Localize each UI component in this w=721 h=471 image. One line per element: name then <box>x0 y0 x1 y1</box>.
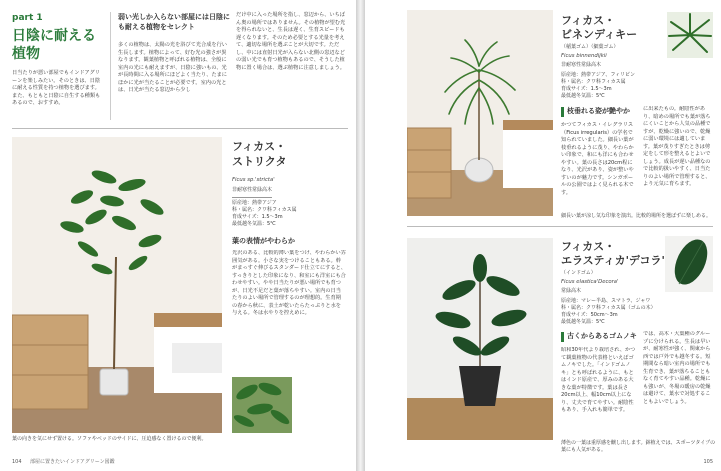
plant2-type: 常緑高木 <box>561 288 582 294</box>
photo-caption: 葉の向きを気にせず置ける。ソファやベッドのサイドに、圧迫感なく置けるので便利。 <box>12 436 207 442</box>
plant2-latin-name: Ficus elastica'Decora' <box>561 279 619 285</box>
book-gutter <box>356 0 365 471</box>
plant-title-line1: フィカス・ <box>232 140 287 153</box>
plant1-spec-size: 育成サイズ：1.5〜3m <box>561 86 612 92</box>
chapter-title-line1: 日陰に耐える <box>12 28 96 44</box>
section-divider <box>12 128 348 129</box>
plant1-caption: 細長い葉が涼し気な印象を演出。比較的場所を選ばずに楽しめる。 <box>561 213 712 219</box>
plant2-body-col1: 昭和30年代より栽培され、かつて観葉植物の代表格といえばゴムノキでした。「インドゴムノキ」とも呼ばれるように、もとはインド原産で、厚みのある大きな葉が特徴です。葉は長さ20cm以上、幅10cm以上になり、丈夫で育てやすい。耐陰性もあり、手入れも簡単です。 <box>561 347 636 414</box>
running-title: 部屋に置きたいインドアグリーン図鑑 <box>30 459 115 465</box>
plant-latin-name: Ficus sp.'stricta' <box>232 177 275 183</box>
heading-accent-bar-2 <box>561 332 564 342</box>
room-illustration <box>12 137 222 433</box>
heading-accent-bar <box>561 107 564 117</box>
left-page <box>0 0 356 471</box>
spec-size: 育成サイズ：1.5〜3m <box>232 214 283 220</box>
page-number-right: 105 <box>703 459 713 465</box>
plant2-spec-temp: 最低越冬気温：5℃ <box>561 319 605 325</box>
ficus-binnendijkii-room-photo <box>407 10 553 216</box>
page-number-left: 104 <box>12 459 22 465</box>
leaf-closeup-photo <box>232 377 292 433</box>
column-body-2: だけ中に入った場所を指し、窓辺から、いちばん奥の場所ではありません。その植物が望む光を得られないと、生長は遅く、生育スピードも遅くなります。そのため必要とする光量を考えて、適切な場所を選ぶことが大切です。ただし、中には直射日光が入らない北側の窓辺などの弱い光でも育つ植物もあるので、そうした植物に置く場合は、選ぶ植物に注意しましょう。 <box>236 12 346 71</box>
plant2-title-line2: エラスティカ'デコラ' <box>561 254 665 267</box>
ficus-elastica-decora-photo <box>407 238 553 440</box>
spec-origin: 原産地：熱帯アジア <box>232 200 277 206</box>
ficus-stricta-room-photo <box>12 137 222 433</box>
room-illustration-2 <box>407 10 553 216</box>
column-body: 多くの植物は、太陽の光を浴びて光合成を行い生長します。植物によって、好む光の強さが異なります。観葉植物と呼ばれる植物は、全般に室内の光にも耐えますが、日陰に強いもの、光が長時間に入る場所にほどよく当たり、たまにほかに光が当たることが必要です。室内の光とは、日光が当たる窓辺から少し <box>118 42 227 94</box>
plant1-spec-origin: 原産地：熱帯アジア、フィリピン <box>561 72 636 78</box>
plant2-spec-size: 育成サイズ：50cm〜3m <box>561 312 618 318</box>
rubber-plant-illustration <box>407 238 553 440</box>
plant2-spec-family: 科・属名：クワ科フィカス属（ゴムの木） <box>561 305 656 311</box>
right-page <box>365 0 721 471</box>
plant1-body-col2: に出来たもの。耐陰性があり、暗めの場所でも葉が落ちにくいことから人気の品種ですが、乾燥に強いので、乾燥に弱い環境には適しています。葉が茂りすぎたときは剪定をして形を整えるとよいでしょう。成長が遅い品種なので比較的扱いやすく、日当たりのよい場所で管理すると、より元気に育ちます。 <box>643 106 711 188</box>
plant1-title-line2: ビネンディキー <box>561 28 638 41</box>
plant1-type: 非耐寒性常緑高木 <box>561 62 602 68</box>
spec-temp: 最低越冬気温：5℃ <box>232 221 276 227</box>
leaf-illustration-2 <box>667 12 713 58</box>
plant2-feature-heading: 古くからあるゴムノキ <box>567 332 637 340</box>
plant2-caption: 薄色の一葉は重厚感を醸し出します。鉢植えでは、スポーツタイプの葉にも人気がある。 <box>561 440 716 454</box>
rubber-leaf-photo <box>665 236 713 292</box>
column-divider <box>110 12 111 120</box>
leaf-closeup-illustration <box>232 377 292 433</box>
spec-family: 科・属名：クワ科フィカス属 <box>232 207 297 213</box>
column-heading: 弱い光しか入らない部屋には日陰にも耐える植物をセレクト <box>118 13 230 32</box>
rubber-leaf-illustration <box>665 236 713 292</box>
plant-feature-heading: 葉の表情がやわらか <box>232 237 295 245</box>
chapter-title-line2: 植物 <box>12 46 40 62</box>
plant2-body-col2: では、高木・大葉種のグループに分けられる。生長は早いが、耐寒性が強く、関東から西では戸外でも越冬する。短期間なら暗い室内の場所でも生育でき、葉が落ちることもなく育てやすい品種。乾燥にも強いが、冬場の暖房の乾燥は避けて、葉水で対処することもよいでしょう。 <box>643 331 711 405</box>
plant1-title-line1: フィカス・ <box>561 14 616 27</box>
spec-divider <box>232 197 272 198</box>
plant1-body-col1: かつてフィカス・イレグラリス（Ficus irregularis）の学名で知られていました。細長い葉が枝垂れるように茂り、やわらかい印象で、和にも洋にも合わせやすい。葉の長さは20cm程になり、光沢があり、姿が整いやすいのが魅力です。シンガポールの公園ではよく見られる木です。 <box>561 122 634 196</box>
plant1-feature-heading: 枝垂れる姿が艶やか <box>567 107 630 115</box>
plant-type: 非耐寒性常緑高木 <box>232 187 273 193</box>
section-divider-right <box>407 226 713 227</box>
plant-title-line2: ストリクタ <box>232 155 287 168</box>
plant1-spec-temp: 最低越冬気温：5℃ <box>561 93 605 99</box>
part-label: part 1 <box>12 13 43 23</box>
plant2-title-line1: フィカス・ <box>561 240 616 253</box>
intro-text: 日当たりが悪い部屋でもインドアグリーンを楽しみたい。そのときは、日陰に耐える性質を持つ植物を選びます。また、もともと日陰に自生する種類もあるので、おすすめ。 <box>12 70 101 107</box>
plant-feature-body: 光沢のある、比較的薄い葉をつけ、やわらかい雰囲気がある。小さな実をつけることもある。幹がまっすぐ伸びるスタンダード仕立てにすると、すっきりとした印象になり、和室にも洋室にも合わせやすい。やや日当たりが悪い場所でも育つが、日光不足だと葉が落ちやすい。室内の日当たりのよい場所で管理するのが理想的。生育期の春から秋に、表土が乾いたらたっぷりと水を与える。冬は水やりを控えめに。 <box>232 250 346 317</box>
plant2-spec-origin: 原産地：マレー半島、スマトラ、ジャワ <box>561 298 651 304</box>
plant1-alias: （稲葉ゴム）（細葉ゴム） <box>561 44 619 50</box>
plant1-spec-family: 科・属名：クワ科フィカス属 <box>561 79 626 85</box>
ficus-binnendijkii-leaf-photo <box>667 12 713 58</box>
plant2-alias: （インドゴム） <box>561 270 596 276</box>
plant1-latin-name: Ficus binnendijkii <box>561 53 607 59</box>
